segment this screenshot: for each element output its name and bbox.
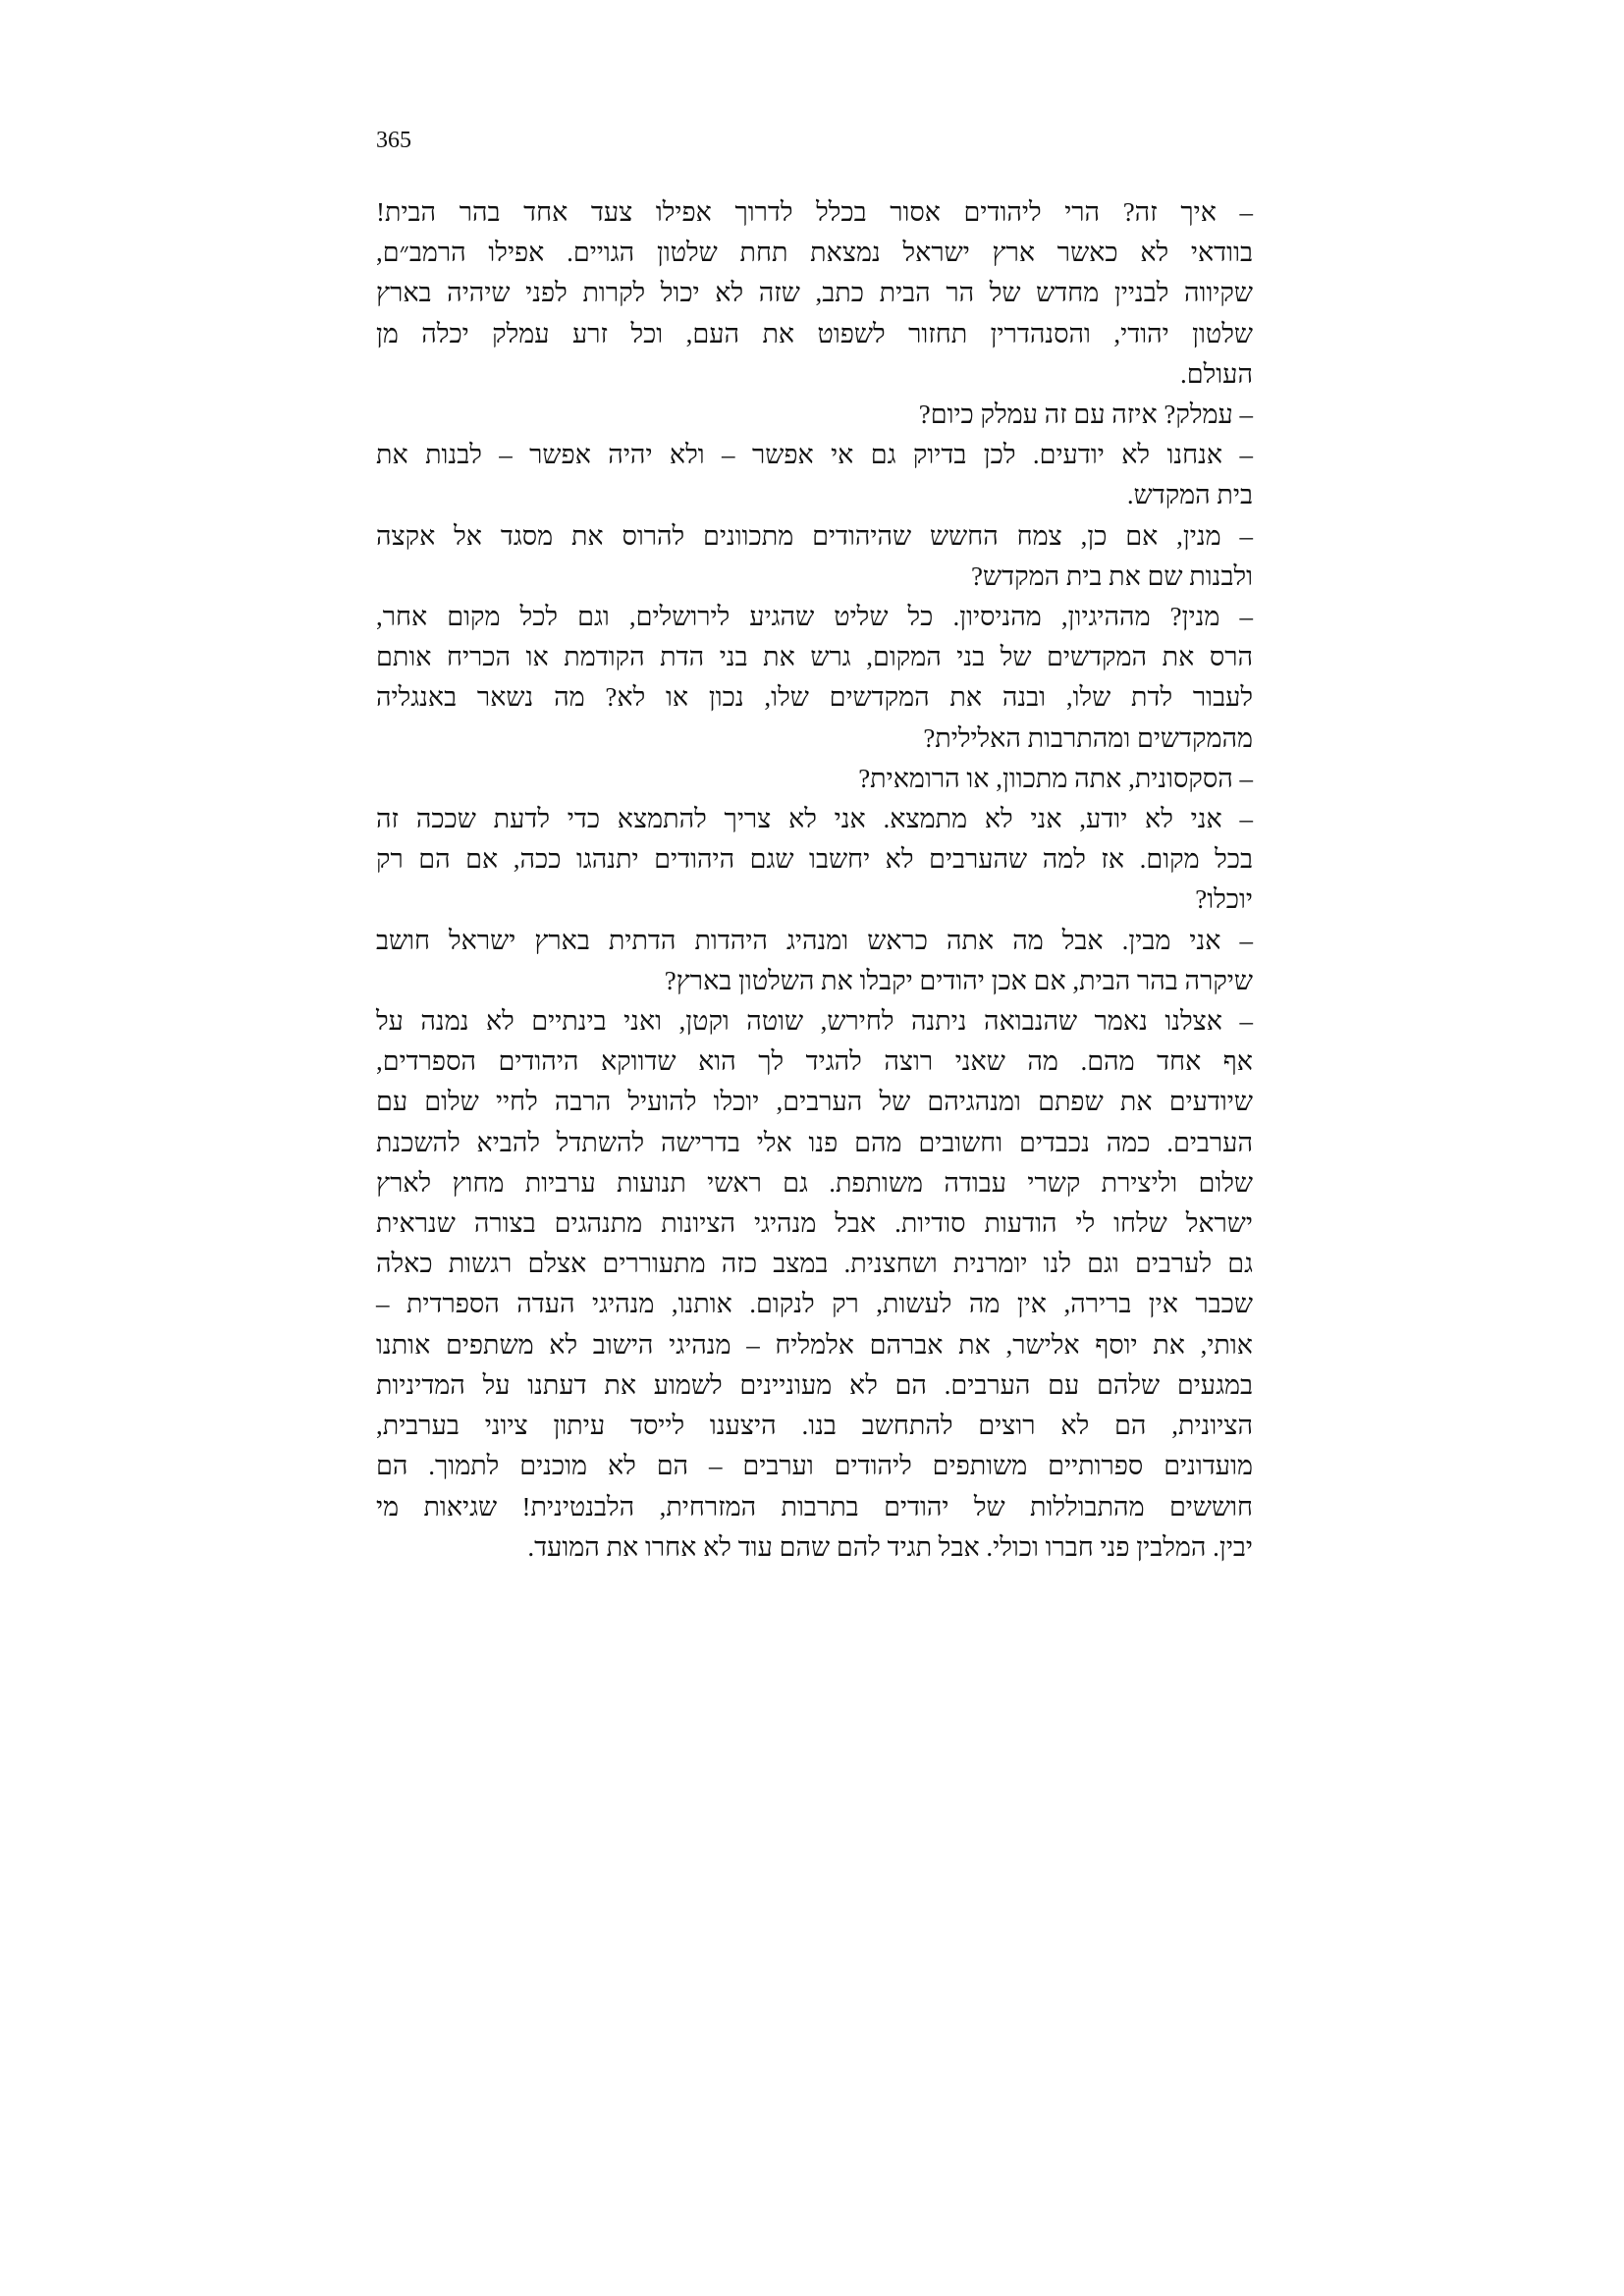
text-line: – אני לא יודע, אני לא מתמצא. אני לא צריך להתמצא כדי לדעת שככה זה — [376, 804, 1253, 834]
text-line: – הסקסונית, אתה מתכוון, או הרומאית? — [858, 763, 1253, 793]
text-line: – אני מבין. אבל מה אתה כראש ומנהיג היהדות הדתית בארץ ישראל חושב — [376, 925, 1253, 955]
text-line: אותי, את יוסף אלישר, את אברהם אלמליח – מנהיגי הישוב לא משתפים אותנו — [376, 1329, 1253, 1360]
text-line: יוכלו? — [1195, 884, 1253, 915]
text-line: – מנין, אם כן, צמח החשש שהיהודים מתכוונים להרוס את מסגד אל אקצה — [376, 520, 1253, 551]
text-line: לעבור לדת שלו, ובנה את המקדשים שלו, נכון או לא? מה נשאר באנגליה — [376, 682, 1253, 713]
text-line: מהמקדשים ומהתרבות האלילית? — [923, 722, 1253, 753]
text-line: הערבים. כמה נכבדים וחשובים מהם פנו אלי בדרישה להשתדל להביא להשכנת — [376, 1127, 1253, 1157]
text-line: שיודעים את שפתם ומנהגיהם של הערבים, יוכלו להועיל הרבה לחיי שלום עם — [376, 1087, 1253, 1117]
text-line: שלום וליצירת קשרי עבודה משותפת. גם ראשי תנועות ערביות מחוץ לארץ — [376, 1167, 1253, 1198]
text-line: שקיווה לבניין מחדש של הר הבית כתב, שזה לא יכול לקרות לפני שיהיה בארץ — [376, 278, 1253, 308]
text-line: – איך זה? הרי ליהודים אסור בכלל לדרוך אפילו צעד אחד בהר הבית! — [376, 197, 1253, 227]
text-line: – אצלנו נאמר שהנבואה ניתנה לחירש, שוטה וקטן, ואני בינתיים לא נמנה על — [376, 1006, 1253, 1037]
text-line: יבין. המלבין פני חברו וכולי. אבל תגיד להם שהם עוד לא אחרו את המועד. — [527, 1531, 1253, 1562]
text-line: שיקרה בהר הבית, אם אכן יהודים יקבלו את השלטון בארץ? — [664, 965, 1253, 995]
text-line: שלטון יהודי, והסנהדרין תחזור לשפוט את העם, וכל זרע עמלק יכלה מן — [376, 318, 1253, 348]
text-line: הציונית, הם לא רוצים להתחשב בנו. היצענו לייסד עיתון ציוני בערבית, — [376, 1411, 1253, 1441]
text-line: שכבר אין ברירה, אין מה לעשות, רק לנקום. אותנו, מנהיגי העדה הספרדית – — [376, 1289, 1253, 1319]
text-line: העולם. — [1180, 358, 1253, 389]
text-line: הרס את המקדשים של בני המקום, גרש את בני הדת הקודמת או הכריח אותם — [376, 642, 1253, 672]
text-line: אף אחד מהם. מה שאני רוצה להגיד לך הוא שדווקא היהודים הספרדים, — [376, 1046, 1253, 1077]
text-line: ולבנות שם את בית המקדש? — [971, 561, 1253, 591]
text-line: גם לערבים וגם לנו יומרנית ושחצנית. במצב כזה מתעוררים אצלם רגשות כאלה — [376, 1249, 1253, 1279]
text-line: בכל מקום. אז למה שהערבים לא יחשבו שגם היהודים יתנהגו ככה, אם הם רק — [376, 844, 1253, 875]
body-text — [376, 192, 1253, 1568]
text-line: מועדונים ספרותיים משותפים ליהודים וערבים – הם לא מוכנים לתמוך. הם — [376, 1451, 1253, 1481]
text-line: חוששים מהתבוללות של יהודים בתרבות המזרחית, הלבנטינית! שגיאות מי — [376, 1491, 1253, 1522]
text-line: – עמלק? איזה עם זה עמלק כיום? — [918, 400, 1253, 430]
page-number: 365 — [376, 128, 411, 153]
text-line: בוודאי לא כאשר ארץ ישראל נמצאת תחת שלטון הגויים. אפילו הרמב״ם, — [376, 238, 1253, 268]
text-line: במגעים שלהם עם הערבים. הם לא מעוניינים לשמוע את דעתנו על המדיניות — [376, 1369, 1253, 1400]
text-line: ישראל שלחו לי הודעות סודיות. אבל מנהיגי הציונות מתנהגים בצורה שנראית — [376, 1208, 1253, 1239]
text-line: – מנין? מההיגיון, מהניסיון. כל שליט שהגיע לירושלים, וגם לכל מקום אחר, — [376, 602, 1253, 632]
text-line: בית המקדש. — [1126, 480, 1253, 510]
text-line: – אנחנו לא יודעים. לכן בדיוק גם אי אפשר – ולא יהיה אפשר – לבנות את — [376, 440, 1253, 470]
